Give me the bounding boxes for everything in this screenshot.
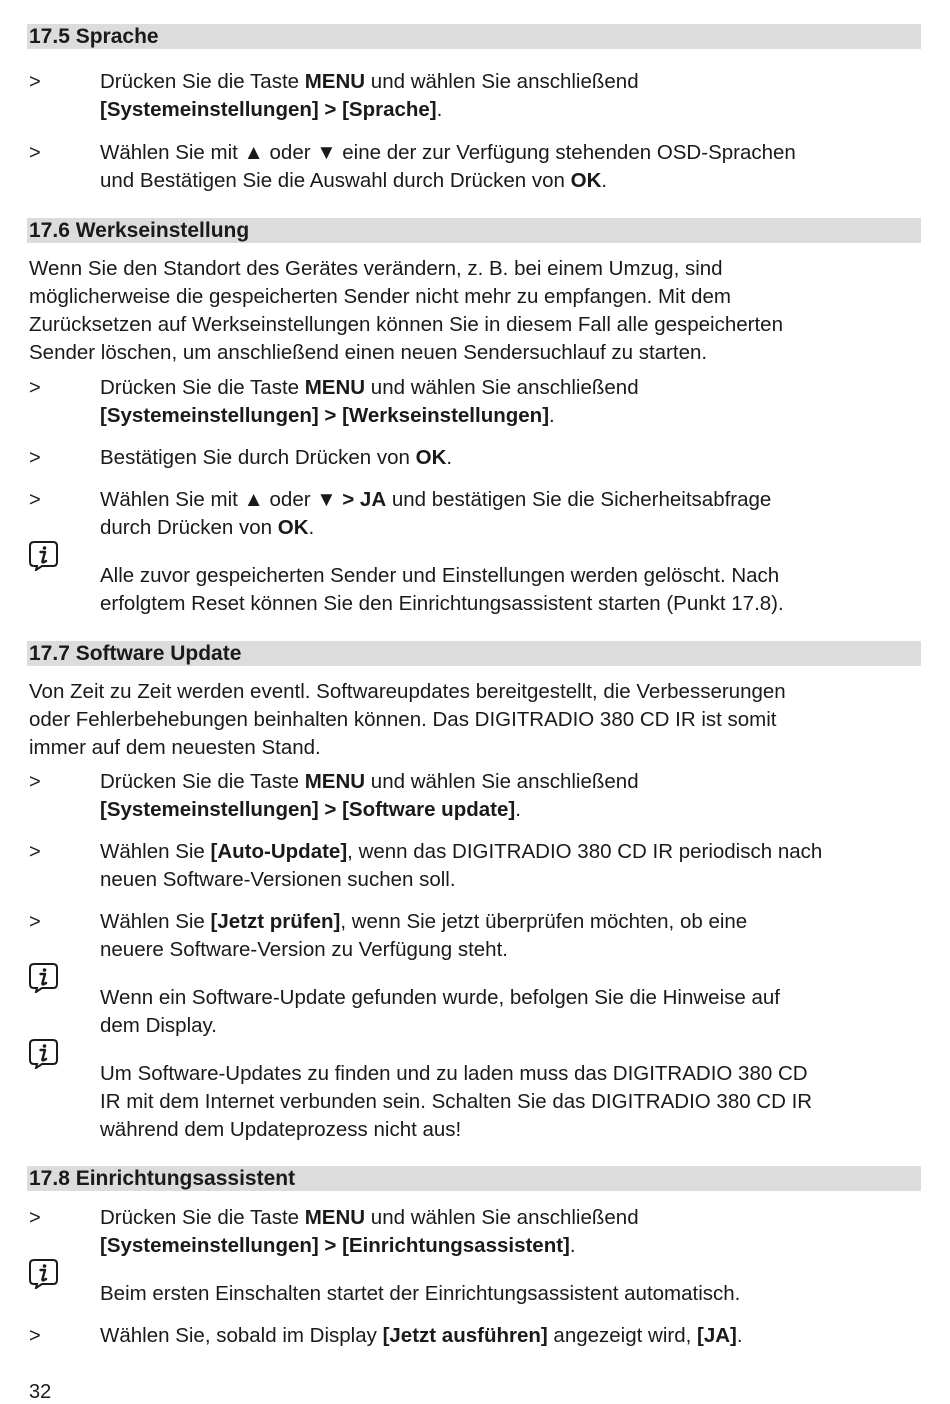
step-marker: > (29, 771, 41, 793)
step-marker: > (29, 841, 41, 863)
page-number: 32 (29, 1381, 52, 1403)
step-marker: > (29, 447, 41, 469)
info-icon (28, 1258, 59, 1289)
info-icon (28, 1038, 59, 1069)
intro-software-update: Von Zeit zu Zeit werden eventl. Softwareupdates bereitgestellt, die Verbesserungen oder Fehlerbehebungen beinhalten können. Das DIGITRADIO 380 CD IR ist somit immer auf dem neuesten Stand. (29, 680, 786, 759)
step-marker: > (29, 377, 41, 399)
step-marker: > (29, 911, 41, 933)
section-heading-software-update: 17.7 Software Update (27, 641, 921, 666)
intro-werkseinstellung: Wenn Sie den Standort des Gerätes verändern, z. B. bei einem Umzug, sind möglicherweise die gespeicherten Sender nicht mehr zu empfangen. Mit dem Zurücksetzen auf Werkseinstellungen können Sie in diesem Fall alle gespeicherten Sender löschen, um anschließend einen neuen Sendersuchlauf zu starten. (29, 257, 783, 364)
section-heading-werkseinstellung: 17.6 Werkseinstellung (27, 218, 921, 243)
section-heading-sprache: 17.5 Sprache (27, 24, 921, 49)
step-marker: > (29, 489, 41, 511)
info-icon (28, 540, 59, 571)
section-heading-einrichtungsassistent: 17.8 Einrichtungsassistent (27, 1166, 921, 1191)
step-marker: > (29, 1325, 41, 1347)
step-marker: > (29, 71, 41, 93)
info-icon (28, 962, 59, 993)
step-marker: > (29, 142, 41, 164)
manual-page: 17.5 Sprache > Drücken Sie die Taste MENU und wählen Sie anschließend [Systemeinstellungen] > [Sprache]. > Wählen Sie mit ▲ oder ▼ eine der zur Verfügung stehenden OSD-Sprachen und Bestätigen Sie die Auswahl durch Drücken von OK. 17.6 Werkseinstellung Wenn Sie den Standort des Gerätes verändern, z. B. bei einem Umzug, sind möglicherweise die gespeicherten Sender nicht mehr zu empfangen. Mit dem Zurücksetzen auf Werkseinstellungen können Sie in diesem Fall alle gespeicherten Sender löschen, um anschließend einen neuen Sendersuchlauf zu starten. > Drücken Sie die Taste MENU und wählen Sie anschließend [Systemeinstellungen] > [Werkseinstellungen]. > Bestätigen Sie durch Drücken von OK. > Wählen Sie mit ▲ oder ▼ > JA und bestätigen Sie die Sicherheitsabfrage durch Drücken von OK. Alle zuvor gespeicherten Sender und Einstellungen werden gelöscht. Nach erfolgtem Reset können Sie den Einrichtungsassistent starten (Punkt 17.8). 17.7 Software Update Von Zeit zu Zeit werden eventl. Softwareupdates bereitgestellt, die Verbesserungen oder Fehlerbehebungen beinhalten können. Das DIGITRADIO 380 CD IR ist somit immer auf dem neuesten Stand. > Drücken Sie die Taste MENU und wählen Sie anschließend [Systemeinstellungen] > [Software update]. > Wählen Sie [Auto-Update], wenn das DIGITRADIO 380 CD IR periodisch nach neuen Software-Versionen suchen soll. > Wählen Sie [Jetzt prüfen], wenn Sie jetzt überprüfen möchten, ob eine neuere Software-Version zu Verfügung steht. Wenn ein Software-Update gefunden wurde, befolgen Sie die Hinweise auf dem Display. Um Software-Updates zu finden und zu laden muss das DIGITRADIO 380 CD IR mit dem Internet verbunden sein. Schalten Sie das DIGITRADIO 380 CD IR während dem Updateprozess nicht aus! 17.8 Einrichtungsassistent > Drücken Sie die Taste MENU und wählen Sie anschließend [Systemeinstellungen] > [Einrichtungsassistent]. Beim ersten Einschalten startet der Einrichtungsassistent automatisch. > Wählen Sie, sobald im Display [Jetzt ausführen] angezeigt wird, [JA]. 32 (0, 0, 950, 1402)
step-marker: > (29, 1207, 41, 1229)
